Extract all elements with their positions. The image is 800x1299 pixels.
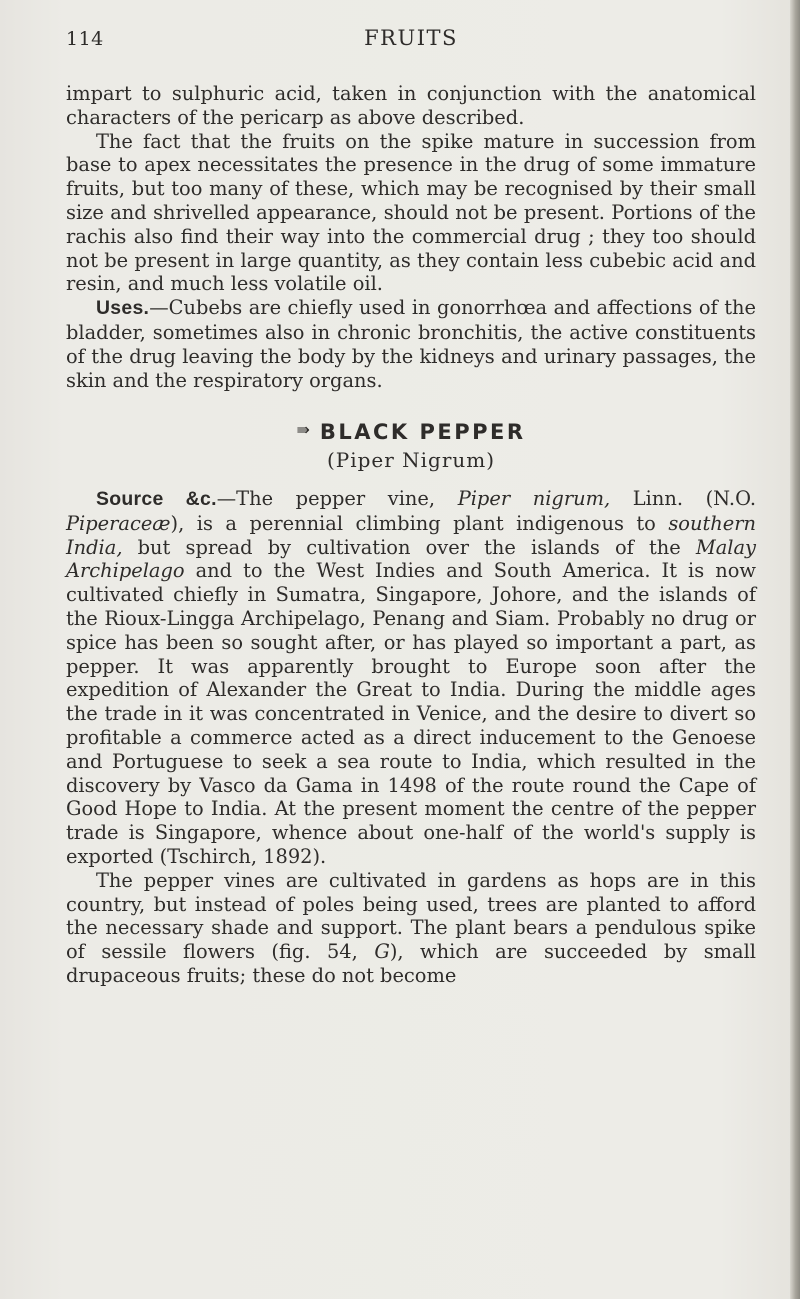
section-title (66, 418, 756, 445)
paragraph-cultivation (66, 869, 756, 988)
pointing-hand-icon: ⇛ (296, 420, 310, 440)
source-text-3: ), is a perennial climbing plant indigenous to (170, 511, 669, 535)
uses-label: Uses. (96, 297, 150, 320)
source-italic-3: southern India, (66, 511, 756, 559)
page-edge (790, 0, 800, 1299)
cultivation-italic-1: G (374, 940, 390, 964)
page-number: 114 (66, 28, 104, 50)
source-text-2: Linn. (N.O. (610, 486, 756, 510)
paragraph-source (66, 487, 756, 869)
uses-text: —Cubebs are chiefly used in gonorrhœa and affections of the bladder, sometimes also in chronic bronchitis, the active constituents of the drug leaving the body by the kidneys and urinary passages, the skin and the respiratory organs. (66, 296, 756, 392)
source-italic-2: Piperaceæ (66, 511, 171, 535)
source-text-4: but spread by cultivation over the islands of the (122, 535, 696, 559)
section-title-text: BLACK PEPPER (319, 420, 526, 445)
page-header (66, 26, 756, 60)
paragraph-continued: impart to sulphuric acid, taken in conjunction with the anatomical characters of the pericarp as above described. (66, 82, 756, 129)
source-label: Source &c. (96, 487, 217, 510)
section-subtitle: (Piper Nigrum) (326, 448, 496, 473)
cultivation-text-2: ), which are succeeded by small drupaceous fruits; these do not become (66, 940, 756, 987)
source-italic-1: Piper nigrum, (457, 486, 611, 510)
body-text (66, 82, 756, 988)
cultivation-text-1: The pepper vines are cultivated in gardens as hops are in this country, but instead of poles being used, trees are planted to afford the necessary shade and support. The plant bears a pendulous spike of sessile flowers (fig. 54, (66, 868, 756, 964)
paragraph-immature-fruits: The fact that the fruits on the spike mature in succession from base to apex necessitates the presence in the drug of some immature fruits, but too many of these, which may be recognised by their small size and shrivelled appearance, should not be present. Portions of the rachis also find their way into the commercial drug ; they too should not be present in large quantity, as they contain less cubebic acid and resin, and much less volatile oil. (66, 129, 756, 296)
source-text-1: —The pepper vine, (216, 486, 458, 510)
paragraph-uses (66, 296, 756, 392)
source-text-5: and to the West Indies and South America. It is now cultivated chiefly in Sumatra, Singapore, Johore, and the islands of the Rioux-Lingga Archipelago, Penang and Siam. Probably no drug or spice has been so sought after, or has played so important a part, as pepper. It was apparently brought to Europe soon after the expedition of Alexander the Great to India. During the middle ages the trade in it was concentrated in Venice, and the desire to divert so profitable a commerce acted as a direct inducement to the Genoese and Portuguese to seek a sea route to India, which resulted in the discovery by Vasco da Gama in 1498 of the route round the Cape of Good Hope to India. At the present moment the centre of the pepper trade is Singapore, whence about one-half of the world's supply is exported (Tschirch, 1892). (66, 559, 756, 868)
running-title: FRUITS (364, 26, 458, 50)
source-italic-4: Malay Archipelago (66, 535, 756, 583)
